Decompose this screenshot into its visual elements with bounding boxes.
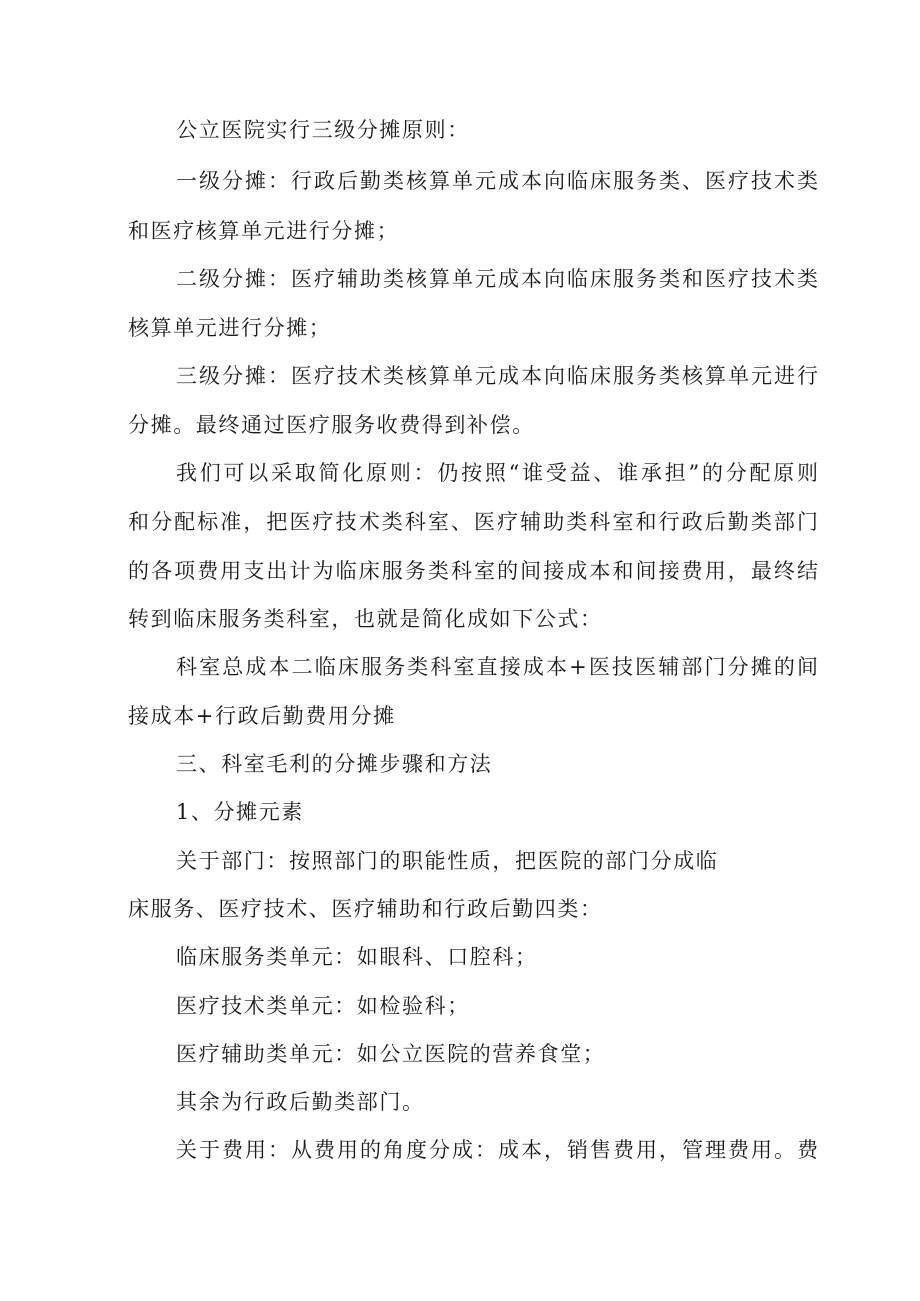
- paragraph-line: 和医疗核算单元进行分摊；: [128, 219, 400, 243]
- list-item: 医疗技术类单元：如检验科；: [176, 994, 470, 1018]
- paragraph-line: 我们可以采取简化原则：仍按照“谁受益、谁承担”的分配原则: [176, 461, 818, 485]
- list-item: 其余为行政后勤类部门。: [176, 1090, 425, 1114]
- list-item: 医疗辅助类单元：如公立医院的营养食堂；: [176, 1042, 606, 1066]
- paragraph-line: 一级分摊：行政后勤类核算单元成本向临床服务类、医疗技术类: [176, 169, 818, 193]
- section-heading: 三、科室毛利的分摊步骤和方法: [176, 752, 493, 776]
- paragraph-line: 转到临床服务类科室，也就是简化成如下公式：: [128, 607, 603, 631]
- paragraph-line: 三级分摊：医疗技术类核算单元成本向临床服务类核算单元进行: [176, 364, 818, 388]
- paragraph-line: 的各项费用支出计为临床服务类科室的间接成本和间接费用，最终结: [128, 559, 818, 583]
- paragraph-line: 公立医院实行三级分摊原则：: [176, 118, 470, 142]
- subsection-heading: 1、分摊元素: [176, 800, 304, 824]
- list-item: 临床服务类单元：如眼科、口腔科；: [176, 945, 538, 969]
- paragraph-line: 床服务、医疗技术、医疗辅助和行政后勤四类：: [128, 897, 603, 921]
- paragraph-line: 和分配标准，把医疗技术类科室、医疗辅助类科室和行政后勤类部门: [128, 510, 818, 534]
- paragraph-line: 二级分摊：医疗辅助类核算单元成本向临床服务类和医疗技术类: [176, 267, 818, 291]
- paragraph-line: 分摊。最终通过医疗服务收费得到补偿。: [128, 413, 535, 437]
- paragraph-line: 关于费用：从费用的角度分成：成本，销售费用，管理费用。费: [176, 1138, 818, 1162]
- paragraph-line: 科室总成本二临床服务类科室直接成本+医技医辅部门分摊的间: [176, 655, 818, 679]
- paragraph-line: 关于部门：按照部门的职能性质，把医院的部门分成临: [176, 849, 719, 873]
- paragraph-line: 接成本+行政后勤费用分摊: [128, 704, 396, 728]
- paragraph-line: 核算单元进行分摊；: [128, 316, 332, 340]
